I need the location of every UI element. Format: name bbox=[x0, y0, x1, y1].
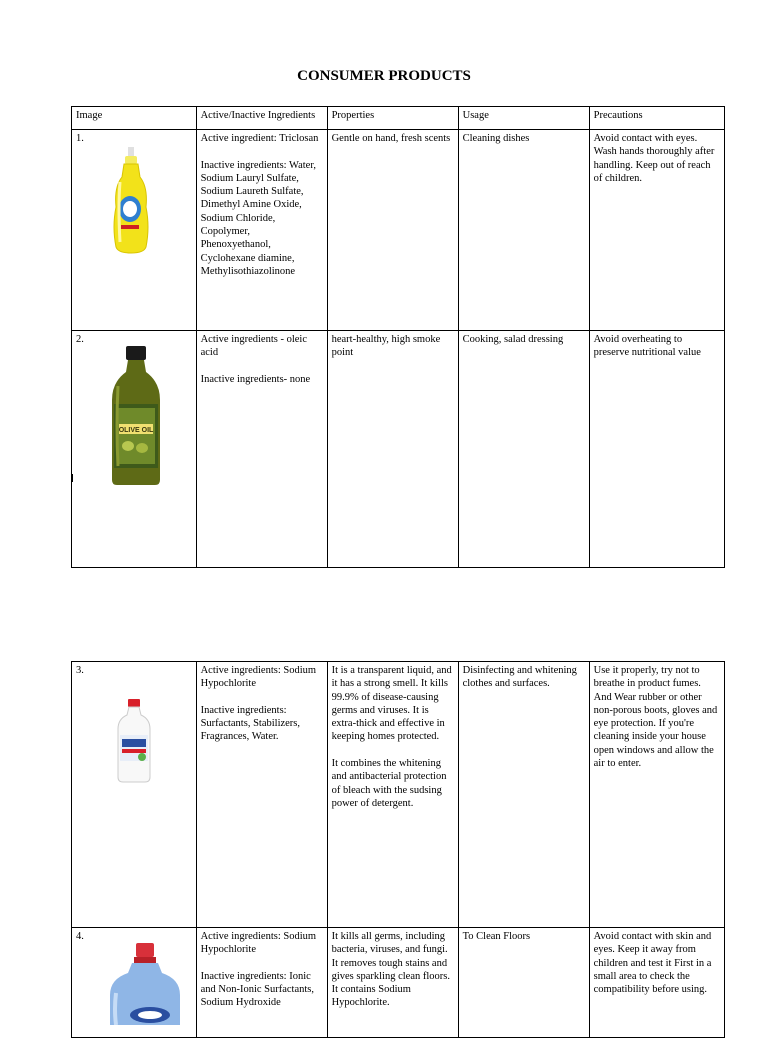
olive-oil-bottle-icon bbox=[106, 346, 166, 486]
usage-cell: Cleaning dishes bbox=[458, 130, 589, 331]
row-number: 1. bbox=[76, 133, 84, 144]
stray-mark bbox=[72, 474, 73, 482]
image-cell bbox=[72, 928, 197, 1038]
header-usage: Usage bbox=[458, 107, 589, 130]
properties-cell: heart-healthy, high smoke point bbox=[327, 331, 458, 568]
precautions-cell: Use it properly, try not to breathe in product fumes. And Wear rubber or other non-porous boots, gloves and eye protection. If you're cleaning inside your house open windows and allow the air to enter. bbox=[589, 662, 724, 928]
products-table-part-2 bbox=[71, 661, 725, 1038]
properties-cell: It kills all germs, including bacteria, viruses, and fungi. It removes tough stains and gives sparkling clean floors. It contains Sodium Hypochlorite. bbox=[327, 928, 458, 1038]
image-cell bbox=[72, 331, 197, 568]
table-row bbox=[72, 130, 725, 331]
usage-cell: To Clean Floors bbox=[458, 928, 589, 1038]
ingredients-cell: Active ingredient: Triclosan Inactive ingredients: Water, Sodium Lauryl Sulfate, Sodium Laureth Sulfate, Dimethyl Amine Oxide, Sodium Chloride, Copolymer, Phenoxyethanol, Cyclohexane diamine, Methylisothiazolinone bbox=[196, 130, 327, 331]
image-cell bbox=[72, 662, 197, 928]
ingredients-cell: Active ingredients - oleic acid Inactive ingredients- none bbox=[196, 331, 327, 568]
header-image: Image bbox=[72, 107, 197, 130]
table-header-row bbox=[72, 107, 725, 130]
table-row bbox=[72, 331, 725, 568]
precautions-cell: Avoid contact with eyes. Wash hands thoroughly after handling. Keep out of reach of children. bbox=[589, 130, 724, 331]
ingredients-cell: Active ingredients: Sodium Hypochlorite Inactive ingredients: Ionic and Non-Ionic Surfactants, Sodium Hydroxide bbox=[196, 928, 327, 1038]
floor-cleaner-bottle-icon bbox=[106, 943, 184, 1025]
olive-oil-label: OLIVE OIL bbox=[118, 427, 154, 435]
row-number: 2. bbox=[76, 334, 84, 345]
row-number: 3. bbox=[76, 665, 84, 676]
dish-soap-bottle-icon bbox=[106, 147, 156, 255]
ingredients-cell: Active ingredients: Sodium Hypochlorite Inactive ingredients: Surfactants, Stabilizers, Fragrances, Water. bbox=[196, 662, 327, 928]
header-precautions: Precautions bbox=[589, 107, 724, 130]
header-ingredients: Active/Inactive Ingredients bbox=[196, 107, 327, 130]
page-title: CONSUMER PRODUCTS bbox=[297, 68, 471, 84]
precautions-cell: Avoid overheating to preserve nutritional value bbox=[589, 331, 724, 568]
usage-cell: Disinfecting and whitening clothes and surfaces. bbox=[458, 662, 589, 928]
precautions-cell: Avoid contact with skin and eyes. Keep it away from children and test it First in a small area to check the compatibility before using. bbox=[589, 928, 724, 1038]
bleach-bottle-icon bbox=[114, 699, 154, 783]
properties-cell: Gentle on hand, fresh scents bbox=[327, 130, 458, 331]
usage-cell: Cooking, salad dressing bbox=[458, 331, 589, 568]
image-cell bbox=[72, 130, 197, 331]
table-row bbox=[72, 662, 725, 928]
header-properties: Properties bbox=[327, 107, 458, 130]
table-row bbox=[72, 928, 725, 1038]
products-table-part-1 bbox=[71, 106, 725, 568]
properties-cell: It is a transparent liquid, and it has a strong smell. It kills 99.9% of disease-causing germs and viruses. It is extra-thick and effective in keeping homes protected. It combines the whitening and antibacterial protection of bleach with the sudsing power of detergent. bbox=[327, 662, 458, 928]
row-number: 4. bbox=[76, 931, 84, 942]
